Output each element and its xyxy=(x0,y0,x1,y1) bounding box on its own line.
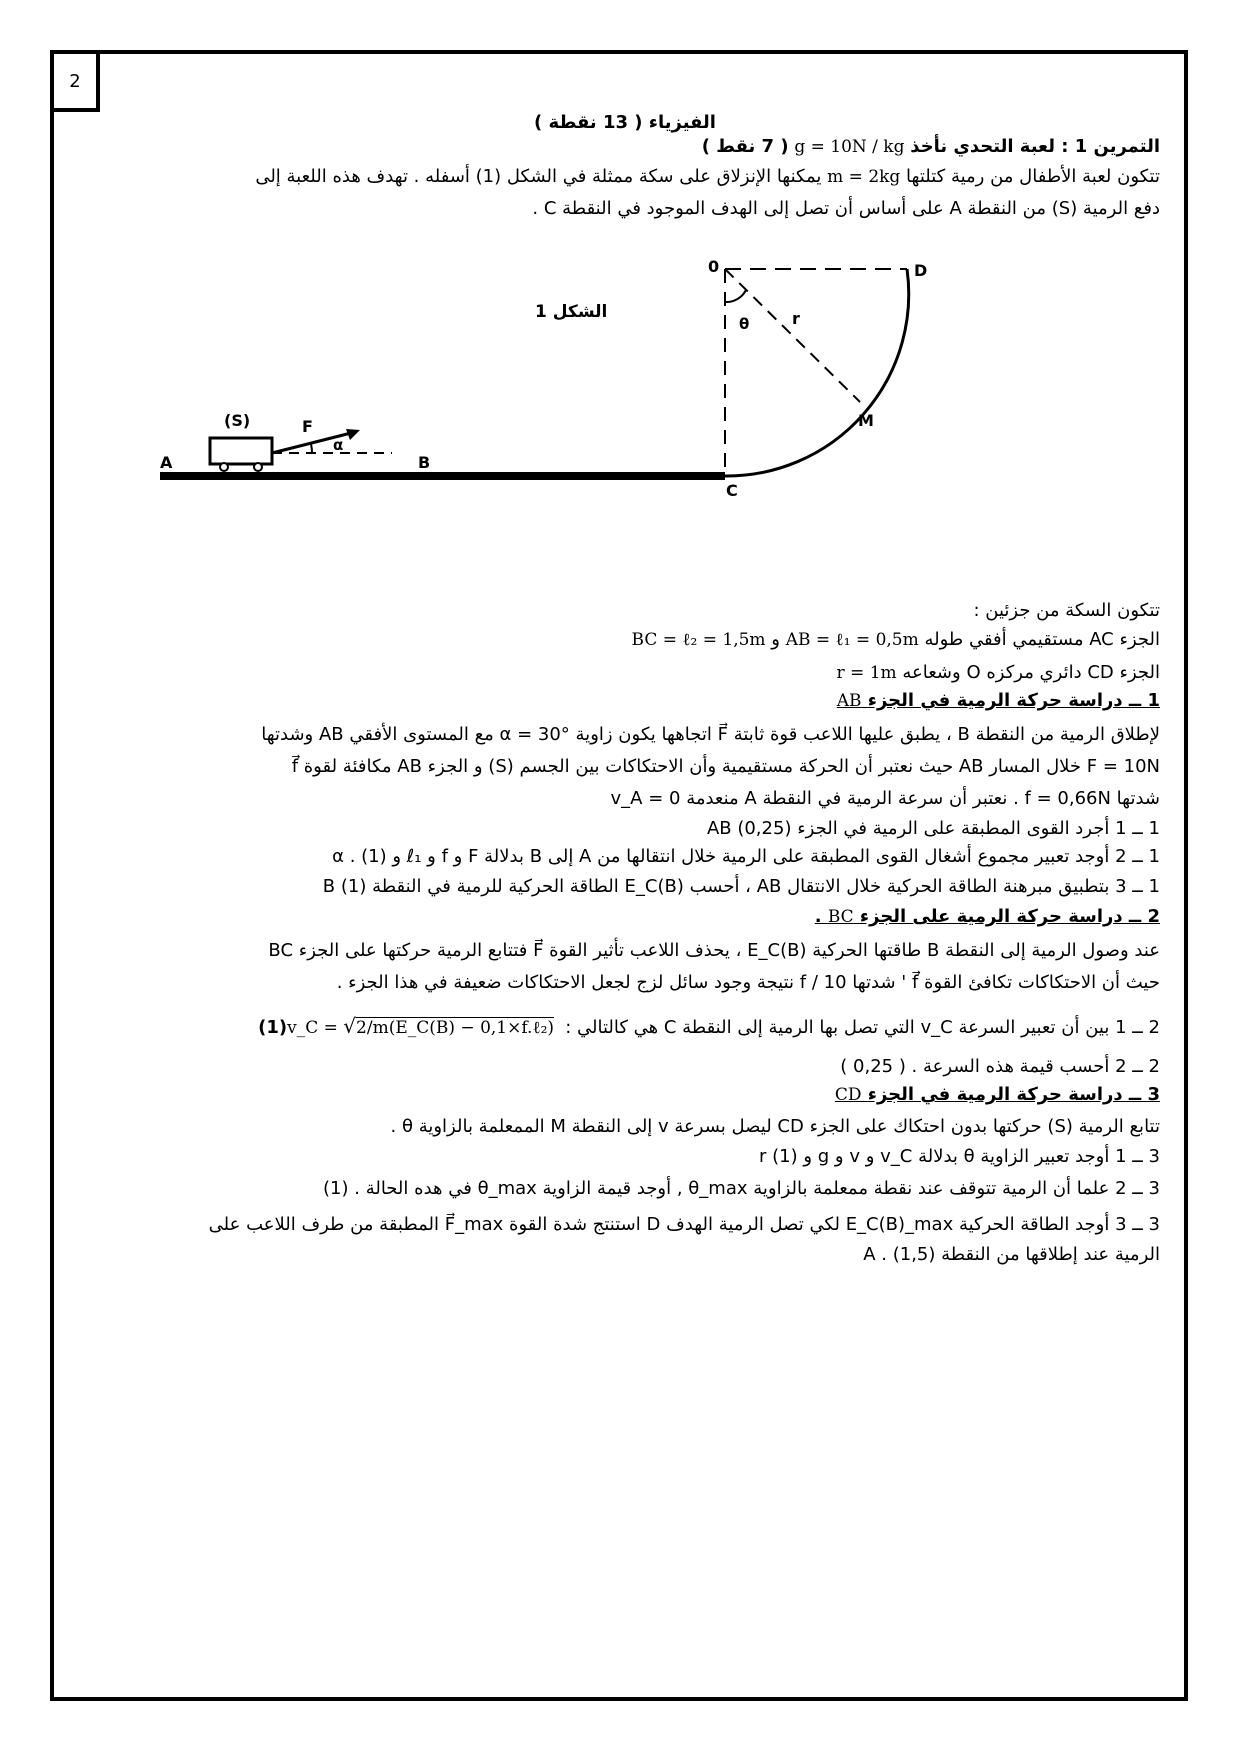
track-part-ac: الجزء AC مستقيمي أفقي طوله AB = ℓ₁ = 0,5m و BC = ℓ₂ = 1,5m xyxy=(631,629,1160,650)
label-f: F xyxy=(302,417,313,436)
section3-q3b: الرمية عند إطلاقها من النقطة A . (1,5) xyxy=(863,1244,1160,1265)
label-o: 0 xyxy=(708,257,720,276)
section3-q1: 3 ــ 1 أوجد تعبير الزاوية θ بدلالة v_C و v و g و r (1) xyxy=(758,1146,1160,1167)
section1-p3: شدتها f = 0,66N . نعتبر أن سرعة الرمية في النقطة A منعدمة v_A = 0 xyxy=(610,788,1160,809)
cart-body xyxy=(210,438,272,464)
section1-q2: 1 ــ 2 أوجد تعبير مجموع أشغال القوى المطبقة على الرمية خلال انتقالها من A إلى B بدلالة F و f و ℓ₁ و α . (1) xyxy=(332,846,1160,867)
section2-heading: 2 ــ دراسة حركة الرمية على الجزء BC . xyxy=(814,906,1160,927)
page-number: 2 xyxy=(50,50,100,112)
section2-p1: عند وصول الرمية إلى النقطة B طاقتها الحركية E_C(B) ، يحذف اللاعب تأثير القوة F⃗ فتتابع الرمية حركتها على الجزء BC xyxy=(268,940,1160,961)
radius-om xyxy=(725,269,860,402)
track-intro: تتكون السكة من جزئين : xyxy=(973,600,1160,621)
section1-p1: لإطلاق الرمية من النقطة B ، يطبق عليها اللاعب قوة ثابتة F⃗ اتجاهها يكون زاوية α = 30° مع المستوى الأفقي AB وشدتها xyxy=(261,724,1160,745)
section3-heading: 3 ــ دراسة حركة الرمية في الجزء CD xyxy=(834,1084,1160,1105)
label-r: r xyxy=(792,309,800,328)
cart-wheel-right xyxy=(254,463,262,471)
section1-q1: 1 ــ 1 أجرد القوى المطبقة على الرمية في الجزء AB (0,25) xyxy=(706,818,1160,839)
cart-wheel-left xyxy=(220,463,228,471)
section2-q2: 2 ــ 2 أحسب قيمة هذه السرعة . ( 0,25 ) xyxy=(840,1056,1160,1077)
label-theta: θ xyxy=(739,315,750,333)
alpha-arc xyxy=(311,444,312,453)
figure-1 xyxy=(160,257,1120,570)
label-s: (S) xyxy=(224,411,251,430)
section3-q2: 3 ــ 2 علما أن الرمية تتوقف عند نقطة ممعلمة بالزاوية θ_max , أوجد قيمة الزاوية θ_max في هده الحالة . (1) xyxy=(323,1178,1160,1199)
label-c: C xyxy=(726,481,738,500)
track-diagram xyxy=(160,257,1120,570)
label-alpha: α xyxy=(333,436,344,454)
intro-line-1: تتكون لعبة الأطفال من رمية كتلتها m = 2kg يمكنها الإنزلاق على سكة ممثلة في الشكل (1) أسفله . تهدف هذه اللعبة إلى xyxy=(255,166,1160,187)
intro-line-2: دفع الرمية (S) من النقطة A على أساس أن تصل إلى الهدف الموجود في النقطة C . xyxy=(532,198,1160,219)
theta-arc xyxy=(725,290,746,302)
section2-p2: حيث أن الاحتكاكات تكافئ القوة f⃗ ' شدتها f / 10 نتيجة وجود سائل لزج لجعل الاحتكاكات ضعيفة في هذا الجزء . xyxy=(336,972,1160,993)
section3-q3a: 3 ــ 3 أوجد الطاقة الحركية E_C(B)_max لكي تصل الرمية الهدف D استنتج شدة القوة F⃗_max المطبقة من طرف اللاعب على xyxy=(208,1214,1160,1235)
label-a: A xyxy=(160,453,173,472)
label-d: D xyxy=(914,261,928,280)
section1-heading: 1 ــ دراسة حركة الرمية في الجزء AB xyxy=(836,690,1160,711)
page-title: الفيزياء ( 13 نقطة ) xyxy=(534,112,716,133)
section3-p1: تتابع الرمية (S) حركتها بدون احتكاك على الجزء CD ليصل بسرعة v إلى النقطة M الممعلمة بالزاوية θ . xyxy=(390,1116,1160,1137)
track-part-cd: الجزء CD دائري مركزه O وشعاعه r = 1m xyxy=(836,662,1160,683)
track-cd-arc xyxy=(725,269,909,476)
force-arrowhead xyxy=(346,429,360,440)
section1-p2: F = 10N خلال المسار AB حيث نعتبر أن الحركة مستقيمية وأن الاحتكاكات بين الجسم (S) و الجزء AB مكافئة لقوة f⃗ xyxy=(291,756,1160,777)
section2-q1: 2 ــ 1 بين أن تعبير السرعة v_C التي تصل بها الرمية إلى النقطة C هي كالتالي : v_C = √2/m(E_C(B) − 0,1×f.ℓ₂) (1) xyxy=(258,1014,1160,1038)
label-m: M xyxy=(858,411,874,430)
figure-caption: الشكل 1 xyxy=(535,302,608,322)
section1-q3: 1 ــ 3 بتطبيق مبرهنة الطاقة الحركية خلال الانتقال AB ، أحسب E_C(B) الطاقة الحركية للرمية في النقطة B (1) xyxy=(322,876,1160,897)
label-b: B xyxy=(418,453,431,472)
exercise-heading: التمرين 1 : لعبة التحدي نأخذ g = 10N / kg ( 7 نقط ) xyxy=(701,136,1160,157)
